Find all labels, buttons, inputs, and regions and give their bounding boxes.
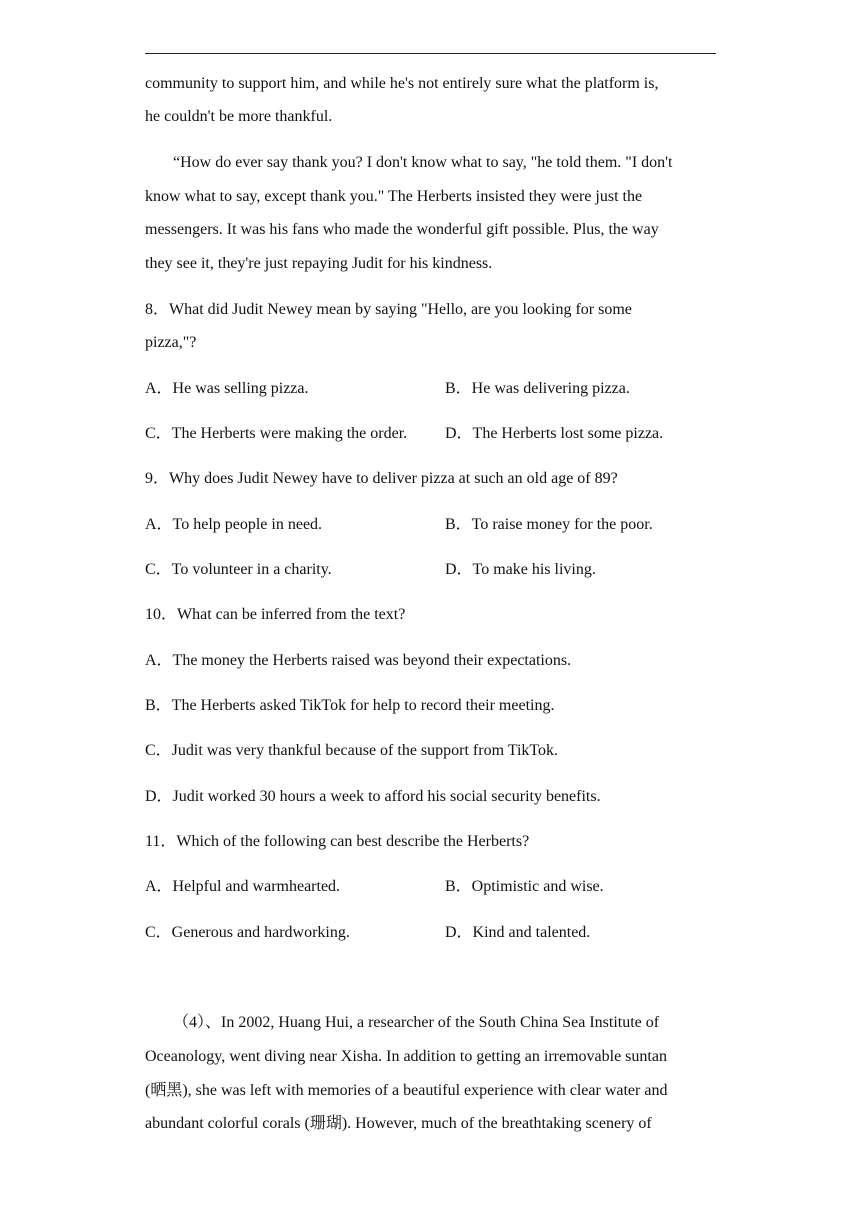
question-8-option-c: C．The Herberts were making the order. xyxy=(145,425,408,442)
text-line: “How do ever say thank you? I don't know what to say, "he told them. "I don't xyxy=(173,154,673,171)
passage-4-line: abundant colorful corals (珊瑚). However, much of the breathtaking scenery of xyxy=(145,1115,652,1132)
question-11-option-c: C．Generous and hardworking. xyxy=(145,924,350,941)
question-9-option-d: D．To make his living. xyxy=(445,561,596,578)
question-11-stem: 11．Which of the following can best describe the Herberts? xyxy=(145,833,530,850)
question-9-stem: 9．Why does Judit Newey have to deliver pizza at such an old age of 89? xyxy=(145,470,618,487)
passage-4-line: (晒黑), she was left with memories of a beautiful experience with clear water and xyxy=(145,1082,668,1099)
passage-4-line: （4）、In 2002, Huang Hui, a researcher of the South China Sea Institute of xyxy=(173,1014,660,1031)
question-9-option-a: A．To help people in need. xyxy=(145,516,323,533)
question-8-stem: pizza,"? xyxy=(145,334,197,351)
question-10-option-c: C．Judit was very thankful because of the support from TikTok. xyxy=(145,742,559,759)
text-line: community to support him, and while he's not entirely sure what the platform is, xyxy=(145,75,659,92)
question-10-stem: 10．What can be inferred from the text? xyxy=(145,606,406,623)
question-8-stem: 8．What did Judit Newey mean by saying "Hello, are you looking for some xyxy=(145,301,632,318)
passage-4-line: Oceanology, went diving near Xisha. In addition to getting an irremovable suntan xyxy=(145,1048,667,1065)
header-rule xyxy=(145,53,716,54)
question-8-option-b: B．He was delivering pizza. xyxy=(445,380,630,397)
question-9-option-c: C．To volunteer in a charity. xyxy=(145,561,332,578)
text-line: they see it, they're just repaying Judit for his kindness. xyxy=(145,255,493,272)
question-11-option-b: B．Optimistic and wise. xyxy=(445,878,604,895)
question-10-option-a: A．The money the Herberts raised was beyond their expectations. xyxy=(145,652,572,669)
text-line: he couldn't be more thankful. xyxy=(145,108,333,125)
text-line: messengers. It was his fans who made the wonderful gift possible. Plus, the way xyxy=(145,221,659,238)
text-line: know what to say, except thank you." The Herberts insisted they were just the xyxy=(145,188,643,205)
question-8-option-a: A．He was selling pizza. xyxy=(145,380,309,397)
question-9-option-b: B．To raise money for the poor. xyxy=(445,516,653,533)
question-11-option-a: A．Helpful and warmhearted. xyxy=(145,878,341,895)
question-10-option-d: D．Judit worked 30 hours a week to afford his social security benefits. xyxy=(145,788,601,805)
question-10-option-b: B．The Herberts asked TikTok for help to record their meeting. xyxy=(145,697,555,714)
question-8-option-d: D．The Herberts lost some pizza. xyxy=(445,425,664,442)
question-11-option-d: D．Kind and talented. xyxy=(445,924,591,941)
